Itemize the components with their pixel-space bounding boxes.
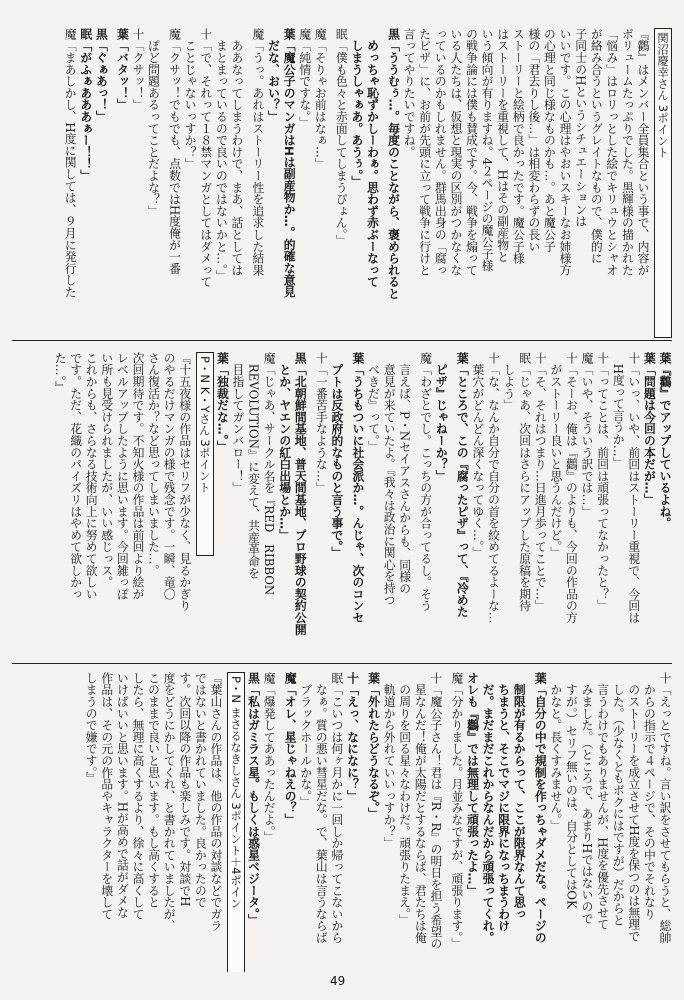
text-column: しまうので嫌です。』 <box>84 672 99 785</box>
text-column: のストーリーを成立させてH度を保つのは無理で <box>626 672 641 942</box>
text-column: ではないと書かれていました。良かったので <box>193 672 208 908</box>
text-column: ちまうと、そこでマジに限界になっちまうわけ <box>496 672 511 932</box>
text-column: いう傾向が有りますね。4２ページの魔公子様 <box>480 28 495 272</box>
text-column: したら、無理に高くするより、徐々に高くして <box>130 672 145 920</box>
text-column: ことじゃないっすか？」 <box>183 28 198 170</box>
text-column: 魔「わざとでし。こっちの方が合ってるし。そう <box>418 352 433 612</box>
text-column: 「悩み」はロリっとした絵でキリュウとシャオ <box>604 28 619 276</box>
text-column: 言うわけでもありませんが、H度を優先させて <box>595 672 610 931</box>
text-column: さん復活か？など思ってしまいました…。 <box>146 352 161 577</box>
text-column: H度って言うか…」 <box>611 352 626 469</box>
text-column: ぽど問題あるってことだよな？」 <box>146 28 161 217</box>
text-column: た…。』 <box>53 352 67 394</box>
text-column: 葉「問題は今回の本だが…」 <box>642 352 657 506</box>
text-column: 魔「じゃあ、サークル名を『RED RIBBON <box>262 352 277 596</box>
section-divider <box>12 663 672 664</box>
text-column: 十「魔公子さん！君は『R・R』の明日を担う希望の <box>428 672 443 950</box>
text-column: 制限が有るからって、ここが限界なんて思っ <box>512 672 527 920</box>
section-divider <box>12 340 672 341</box>
text-column: とか、ヤエンの紅白出場とか…」 <box>277 352 292 541</box>
text-column: 十「クサッ！」 <box>130 28 145 111</box>
text-column: このままで良いと思います。もし高くすると <box>146 672 161 908</box>
text-column: 魔「純情ですな。」 <box>297 28 312 129</box>
text-column: す。次回以降の作品も楽しみです。対談でH <box>177 672 192 907</box>
text-column: 葉「外れたらどうなるぞ。」 <box>366 672 381 820</box>
text-column: からの指示で４ページで、その中でそれなり <box>642 672 657 920</box>
letter-header-box: P・N まさるなきしさん 3ポイント＋4ポイン <box>227 672 245 972</box>
text-column: いる人たちは、仮想と現実の区別がつかなくな <box>448 28 463 276</box>
text-column: 葉「ところで、この『腐ったピザ』って、『冷めた <box>455 352 470 618</box>
text-column: めっちゃ恥ずかしーわぁ。思わず赤ぶーなって <box>365 28 380 288</box>
text-column: 黒「ぐぁあっ！」 <box>94 28 109 123</box>
text-column: 十「ってことは、前回は頑張ってなかったと？」 <box>595 352 610 612</box>
text-column: 星なんだ！俺が太陽だとするならば、君たちは俺 <box>413 672 428 944</box>
text-column: 言えば、P・Nセイアスさんからも、同様の <box>397 352 412 595</box>
text-column: たピザ」に、お前が先頭に立って戦争に行けと <box>417 28 432 276</box>
text-column: 『十五夜様の作品はセリフが少なく、見るかぎり <box>177 352 192 612</box>
text-column: REVOLUTION』に変えて、共産革命を <box>246 352 261 579</box>
text-column: のやるだけマンガの様で残念です。一瞬、竜〇 <box>162 352 177 600</box>
text-column: 葉「自分の中で規制を作っちゃダメだな。ページの <box>533 672 548 944</box>
text-column: だ。まだまだこれからなんだから頑張ってくれ。 <box>481 672 496 944</box>
text-column: なぁ。質の悪い彗星だな。で、葉山は言うならば <box>314 672 329 944</box>
text-column: が絡み合うというグレイトなもので、僕的に <box>589 28 604 264</box>
page-number: 49 <box>330 974 346 988</box>
text-column: い所も見受けられましたが、いい感じっス。 <box>99 352 114 588</box>
text-column: レベルアップしたように思います。今回雑っぽ <box>115 352 130 600</box>
text-column: 様の「君去りし後…」は相変わらずの長い <box>526 28 541 253</box>
text-column: みました。（ところで、あまりHではないので <box>580 672 595 925</box>
text-column: 魔「分かりました。月並みなですが、頑張ります。」 <box>449 672 464 950</box>
text-column: 意見が来ていたよ。『我々は政治に関心を持つ <box>382 352 397 606</box>
text-column: 子同士のHというシチュエーションは <box>573 28 588 228</box>
text-column: 十「えっ、なになに？」 <box>345 672 360 802</box>
text-column: 魔「いや、そういう訳では…」 <box>580 352 595 518</box>
text-column: べきだ』って。」 <box>366 352 381 453</box>
text-column: だな、おい？」 <box>266 28 281 123</box>
text-column: 十「な、なんか自分で自分の首を絞めてるよーな… <box>486 352 501 624</box>
text-column: 十「で、それって１８禁マンガとしてはダメって <box>198 28 213 288</box>
text-column: の心理と同じ様なものかも…。あと魔公子 <box>542 28 557 253</box>
text-column: ボリュームたっぷりでした。黒輝様の描かれた <box>620 28 635 276</box>
text-column: です。ただ、花織のパイズリはやめて欲しかっ <box>68 352 83 600</box>
text-column: 『鸛』はメンバー全員集合という事で、内容が <box>636 28 650 276</box>
text-column: 度をどうにかしてくれ、と書かれていましたが、 <box>162 672 177 932</box>
text-column: 眠「こいつは何ヶ月かに一回しか帰ってこないから <box>329 672 344 944</box>
text-column: 目指してガンバロー！」 <box>230 352 245 494</box>
text-column: の戦争論には僕も賛成です。今、戦争を煽って <box>464 28 479 276</box>
text-column: 魔「そりゃお前はなぁ…」 <box>313 28 328 170</box>
text-column: 軌道から外れていいっすか？」 <box>382 672 397 849</box>
text-column: 葉「独裁だな…。」 <box>215 352 230 453</box>
text-column: 十「えっとですね。言い訳をさせてもらうと、総帥 <box>658 672 672 944</box>
text-column: 黒「北朝鮮間基地、普天間基地、プロ野球の契約公開 <box>293 352 308 636</box>
text-column: これからも、さらなる技術向上に努めて欲しい <box>84 352 99 600</box>
text-column: 作品は、その元の作品やキャラクターを壊して <box>99 672 114 920</box>
text-column: 十「そーお、俺は『鸛』のよりも、今回の作品の方 <box>564 352 579 624</box>
text-column: オレも『鸛』では無理して頑張ったよ…」 <box>465 672 480 897</box>
text-column: 葉「バタッ！」 <box>115 28 130 111</box>
text-column: すが。）セリフ無いのは、自分としてはOK <box>564 672 579 909</box>
text-column: 次回期待です。不知火様の作品は前回より絵が <box>130 352 145 600</box>
text-column: 黒「ううむぅ…。毎度のことながら、褒められると <box>386 28 401 300</box>
text-column: 十「一番苦手なような…」 <box>314 352 329 494</box>
text-column: ストーリーと絵柄で良かったです。魔公子様 <box>511 28 526 264</box>
text-column: 黒「私はガミラス星。もしくは惑星ベジータ。」 <box>246 672 261 926</box>
text-column: しまうしゃぁあ。あうぅ。」 <box>349 28 364 188</box>
text-column: 十「そ、それはつまり…日進月歩ってことで…」 <box>533 352 548 612</box>
text-column: 葉「うちもついに社会派か…。んじゃ、次のコンセ <box>350 352 365 624</box>
text-column: 魔「うっ。あれはストーリー性を追求した結果 <box>250 28 265 276</box>
text-column: っているのかもしれません。群馬出身の「腐っ <box>433 28 448 276</box>
text-column: ピザ』じゃねーか？」 <box>434 352 449 482</box>
text-column: 葉「魔公子のマンガはHは副産物か…。的確な意見 <box>282 28 297 298</box>
text-column: 魔「爆発してああったんだよ。」 <box>262 672 277 844</box>
text-column: はストーリーを重視して、Hはその副産物と <box>495 28 510 263</box>
text-column: 言ってやりたいですね。 <box>402 28 417 158</box>
text-column: 眠「じゃあ、次回はさらにアップした原稿を期待 <box>517 352 532 612</box>
text-column: 魔「オレ、星じゃねえの？」 <box>283 672 298 826</box>
dialogue-section-bottom <box>12 672 672 972</box>
dialogue-section-top <box>12 28 672 353</box>
letter-header-box: 関沼慶幸さん 3ポイント <box>654 28 672 338</box>
text-column: がストーリー良いと思うんだけど。」 <box>548 352 563 559</box>
text-column: した。（少なくともボクにはですが）だからと <box>611 672 626 926</box>
dialogue-section-middle <box>12 352 672 677</box>
text-column: 葉穴がどんどん深くなってゆく…。」 <box>470 352 485 559</box>
text-column: プトは反政府的なものと言う事で。」 <box>329 352 344 559</box>
text-column: ブラックホールかな。」 <box>298 672 313 808</box>
text-column: ああなってしまうわけで、まあ、話としては <box>229 28 244 276</box>
text-column: 魔「まあしかし、H度に関しては、９月に発行した <box>63 28 78 298</box>
text-column: いいです。この心理はやおいスキーなお姉様方 <box>558 28 573 276</box>
text-column: 十「いっ、いや、前回はストーリー重視で、今回は <box>626 352 641 624</box>
text-column: しよう」 <box>502 352 517 411</box>
text-column: 魔「クサッ！でもでも、点数ではH度俺が一番 <box>167 28 182 275</box>
text-column: かなと。長くすみません。」 <box>548 672 563 832</box>
text-column: いけばいいと思います。Hが高めで話がダメな <box>115 672 130 919</box>
text-column: まとまっているので良いのではないかと…。」 <box>214 28 229 282</box>
text-column: 葉『鸛』でアップしているよね。 <box>658 352 672 529</box>
text-column: 眠「がふぁあああぁー！！」 <box>78 28 93 182</box>
letter-header-box: P・N K・Yさん 3ポイント <box>196 352 214 556</box>
text-column: 眠「僕も色々と赤面してしまうぴょん。」 <box>334 28 349 247</box>
text-column: の周りを回る星々なわけだ。頑張りたまえ。」 <box>397 672 412 926</box>
text-column: 『葉山さんの作品は、他の作品の対談などでガラ <box>208 672 223 932</box>
